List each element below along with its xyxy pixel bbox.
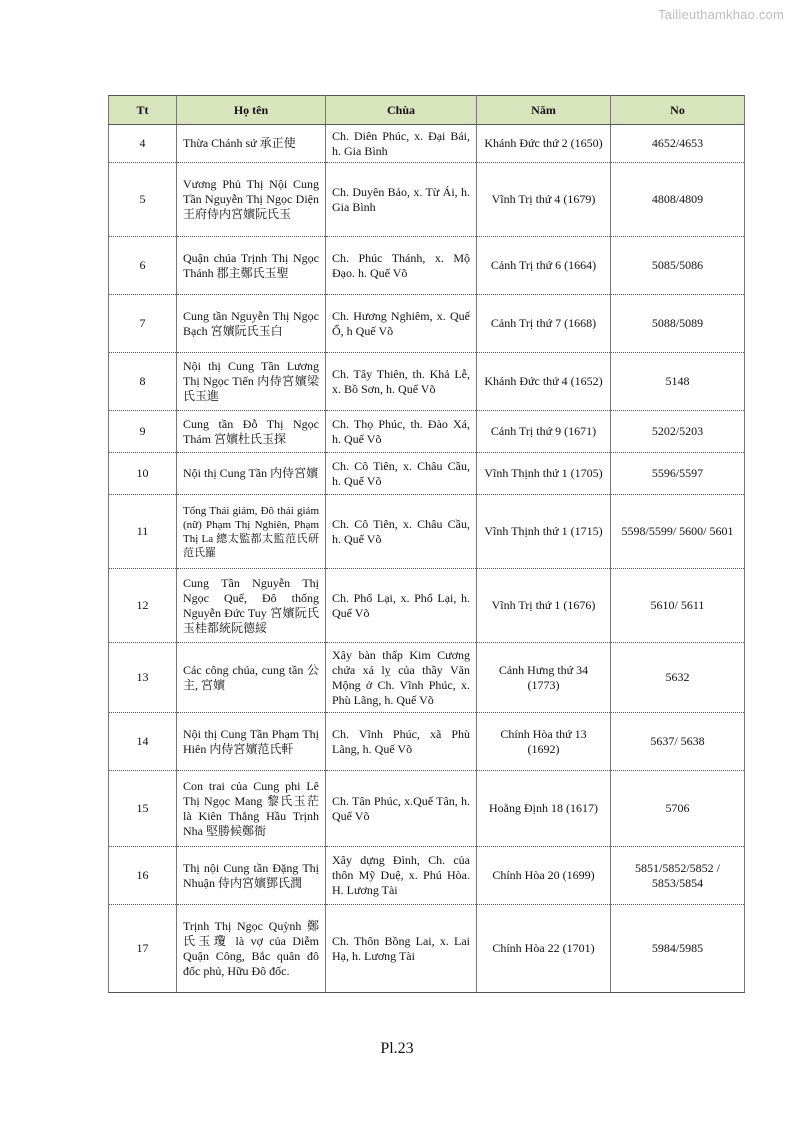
table-row xyxy=(109,495,745,569)
cell-year: Cảnh Trị thứ 6 (1664) xyxy=(477,237,611,295)
table-row xyxy=(109,453,745,495)
cell-name: Nội thị Cung Tần Lương Thị Ngọc Tiến 内侍宮嬪梁氏玉進 xyxy=(177,353,326,411)
cell-name: Cung Tần Nguyễn Thị Ngọc Quế, Đô thống Nguyễn Đức Tuy 宮嬪阮氏玉桂都統阮德綏 xyxy=(177,569,326,643)
cell-year: Vĩnh Trị thứ 1 (1676) xyxy=(477,569,611,643)
table-row xyxy=(109,353,745,411)
cell-name: Tổng Thái giám, Đô thái giám (nữ) Phạm Thị Nghiên, Phạm Thị La 總太監都太監范氏研范氏羅 xyxy=(177,495,326,569)
cell-no: 5632 xyxy=(611,643,745,713)
cell-year: Hoằng Định 18 (1617) xyxy=(477,771,611,847)
cell-pagoda: Ch. Cô Tiên, x. Châu Cầu, h. Quế Võ xyxy=(326,453,477,495)
cell-tt: 6 xyxy=(109,237,177,295)
cell-tt: 4 xyxy=(109,125,177,163)
cell-name: Các công chúa, cung tần 公主, 宮嬪 xyxy=(177,643,326,713)
cell-no: 5148 xyxy=(611,353,745,411)
cell-tt: 8 xyxy=(109,353,177,411)
table-header-row xyxy=(109,96,745,125)
table-row xyxy=(109,643,745,713)
cell-tt: 16 xyxy=(109,847,177,905)
cell-year: Chính Hòa thứ 13 (1692) xyxy=(477,713,611,771)
cell-tt: 12 xyxy=(109,569,177,643)
header-no: No xyxy=(611,96,745,125)
cell-year: Cảnh Trị thứ 7 (1668) xyxy=(477,295,611,353)
cell-pagoda: Xây dựng Đình, Ch. của thôn Mỹ Duệ, x. Phú Hòa. H. Lương Tài xyxy=(326,847,477,905)
cell-name: Nội thị Cung Tần 内侍宮嬪 xyxy=(177,453,326,495)
header-tt: Tt xyxy=(109,96,177,125)
table-row xyxy=(109,713,745,771)
cell-no: 5610/ 5611 xyxy=(611,569,745,643)
cell-name: Nội thị Cung Tần Phạm Thị Hiên 内侍宮嬪范氏軒 xyxy=(177,713,326,771)
cell-pagoda: Ch. Hương Nghiêm, x. Quế Ổ, h Quế Võ xyxy=(326,295,477,353)
cell-tt: 14 xyxy=(109,713,177,771)
cell-tt: 11 xyxy=(109,495,177,569)
cell-name: Vương Phủ Thị Nội Cung Tần Nguyễn Thị Ngọc Diện 王府侍内宮嬪阮氏玉 xyxy=(177,163,326,237)
cell-no: 5596/5597 xyxy=(611,453,745,495)
cell-year: Chính Hòa 20 (1699) xyxy=(477,847,611,905)
table-row xyxy=(109,771,745,847)
page-number: Pl.23 xyxy=(380,1040,414,1057)
cell-pagoda: Ch. Diên Phúc, x. Đại Bái, h. Gia Bình xyxy=(326,125,477,163)
cell-pagoda: Ch. Cô Tiên, x. Châu Cầu, h. Quế Võ xyxy=(326,495,477,569)
cell-name: Thị nội Cung tần Đặng Thị Nhuận 侍内宮嬪鄧氏潤 xyxy=(177,847,326,905)
cell-pagoda: Ch. Duyên Bảo, x. Từ Ái, h. Gia Bình xyxy=(326,163,477,237)
cell-name: Cung tần Nguyễn Thị Ngọc Bạch 宮嬪阮氏玉白 xyxy=(177,295,326,353)
cell-no: 5598/5599/ 5600/ 5601 xyxy=(611,495,745,569)
cell-tt: 17 xyxy=(109,905,177,993)
cell-pagoda: Ch. Thọ Phúc, th. Đào Xá, h. Quế Võ xyxy=(326,411,477,453)
table-row xyxy=(109,569,745,643)
cell-year: Vĩnh Trị thứ 4 (1679) xyxy=(477,163,611,237)
cell-no: 5851/5852/5852 / 5853/5854 xyxy=(611,847,745,905)
cell-pagoda: Ch. Vĩnh Phúc, xã Phù Lãng, h. Quế Võ xyxy=(326,713,477,771)
cell-no: 5984/5985 xyxy=(611,905,745,993)
cell-no: 5085/5086 xyxy=(611,237,745,295)
cell-year: Vĩnh Thịnh thứ 1 (1715) xyxy=(477,495,611,569)
cell-year: Cảnh Trị thứ 9 (1671) xyxy=(477,411,611,453)
cell-no: 4652/4653 xyxy=(611,125,745,163)
table-row xyxy=(109,905,745,993)
cell-no: 5202/5203 xyxy=(611,411,745,453)
cell-tt: 7 xyxy=(109,295,177,353)
cell-pagoda: Ch. Phúc Thánh, x. Mộ Đạo. h. Quế Võ xyxy=(326,237,477,295)
cell-tt: 10 xyxy=(109,453,177,495)
cell-no: 5706 xyxy=(611,771,745,847)
cell-no: 5088/5089 xyxy=(611,295,745,353)
cell-no: 5637/ 5638 xyxy=(611,713,745,771)
cell-year: Cảnh Hưng thứ 34 (1773) xyxy=(477,643,611,713)
cell-pagoda: Ch. Thôn Bồng Lai, x. Lai Hạ, h. Lương Tài xyxy=(326,905,477,993)
table-row xyxy=(109,295,745,353)
header-name: Họ tên xyxy=(177,96,326,125)
cell-no: 4808/4809 xyxy=(611,163,745,237)
table-row xyxy=(109,237,745,295)
cell-tt: 13 xyxy=(109,643,177,713)
header-pagoda: Chùa xyxy=(326,96,477,125)
cell-year: Chính Hòa 22 (1701) xyxy=(477,905,611,993)
header-year: Năm xyxy=(477,96,611,125)
table-row xyxy=(109,163,745,237)
cell-pagoda: Ch. Phổ Lại, x. Phổ Lại, h. Quế Võ xyxy=(326,569,477,643)
cell-tt: 15 xyxy=(109,771,177,847)
cell-name: Trịnh Thị Ngọc Quỳnh 鄭氏玉瓊 là vợ của Diễm Quận Công, Bắc quân đô đốc phủ, Hữu Đô đốc. xyxy=(177,905,326,993)
watermark: Tailieuthamkhao.com xyxy=(658,7,784,22)
table-row xyxy=(109,847,745,905)
cell-tt: 5 xyxy=(109,163,177,237)
cell-tt: 9 xyxy=(109,411,177,453)
cell-year: Khánh Đức thứ 4 (1652) xyxy=(477,353,611,411)
cell-name: Thừa Chánh sứ 承正使 xyxy=(177,125,326,163)
cell-name: Cung tần Đỗ Thị Ngọc Thám 宮嬪杜氏玉探 xyxy=(177,411,326,453)
cell-year: Khánh Đức thứ 2 (1650) xyxy=(477,125,611,163)
cell-pagoda: Xây bàn thấp Kim Cương chứa xá lỵ của thầy Văn Mộng ở Ch. Vĩnh Phúc, x. Phù Lãng, h. Quế Võ xyxy=(326,643,477,713)
table-row xyxy=(109,125,745,163)
cell-name: Con trai của Cung phi Lê Thị Ngọc Mang 黎氏玉茫 là Kiên Thắng Hầu Trịnh Nha 堅勝候鄭衙 xyxy=(177,771,326,847)
cell-pagoda: Ch. Tây Thiên, th. Khả Lễ, x. Bồ Sơn, h. Quế Võ xyxy=(326,353,477,411)
cell-name: Quận chúa Trịnh Thị Ngọc Thánh 郡主鄭氏玉聖 xyxy=(177,237,326,295)
table-row xyxy=(109,411,745,453)
cell-pagoda: Ch. Tân Phúc, x.Quế Tân, h. Quế Võ xyxy=(326,771,477,847)
records-table xyxy=(108,95,745,993)
cell-year: Vĩnh Thịnh thứ 1 (1705) xyxy=(477,453,611,495)
